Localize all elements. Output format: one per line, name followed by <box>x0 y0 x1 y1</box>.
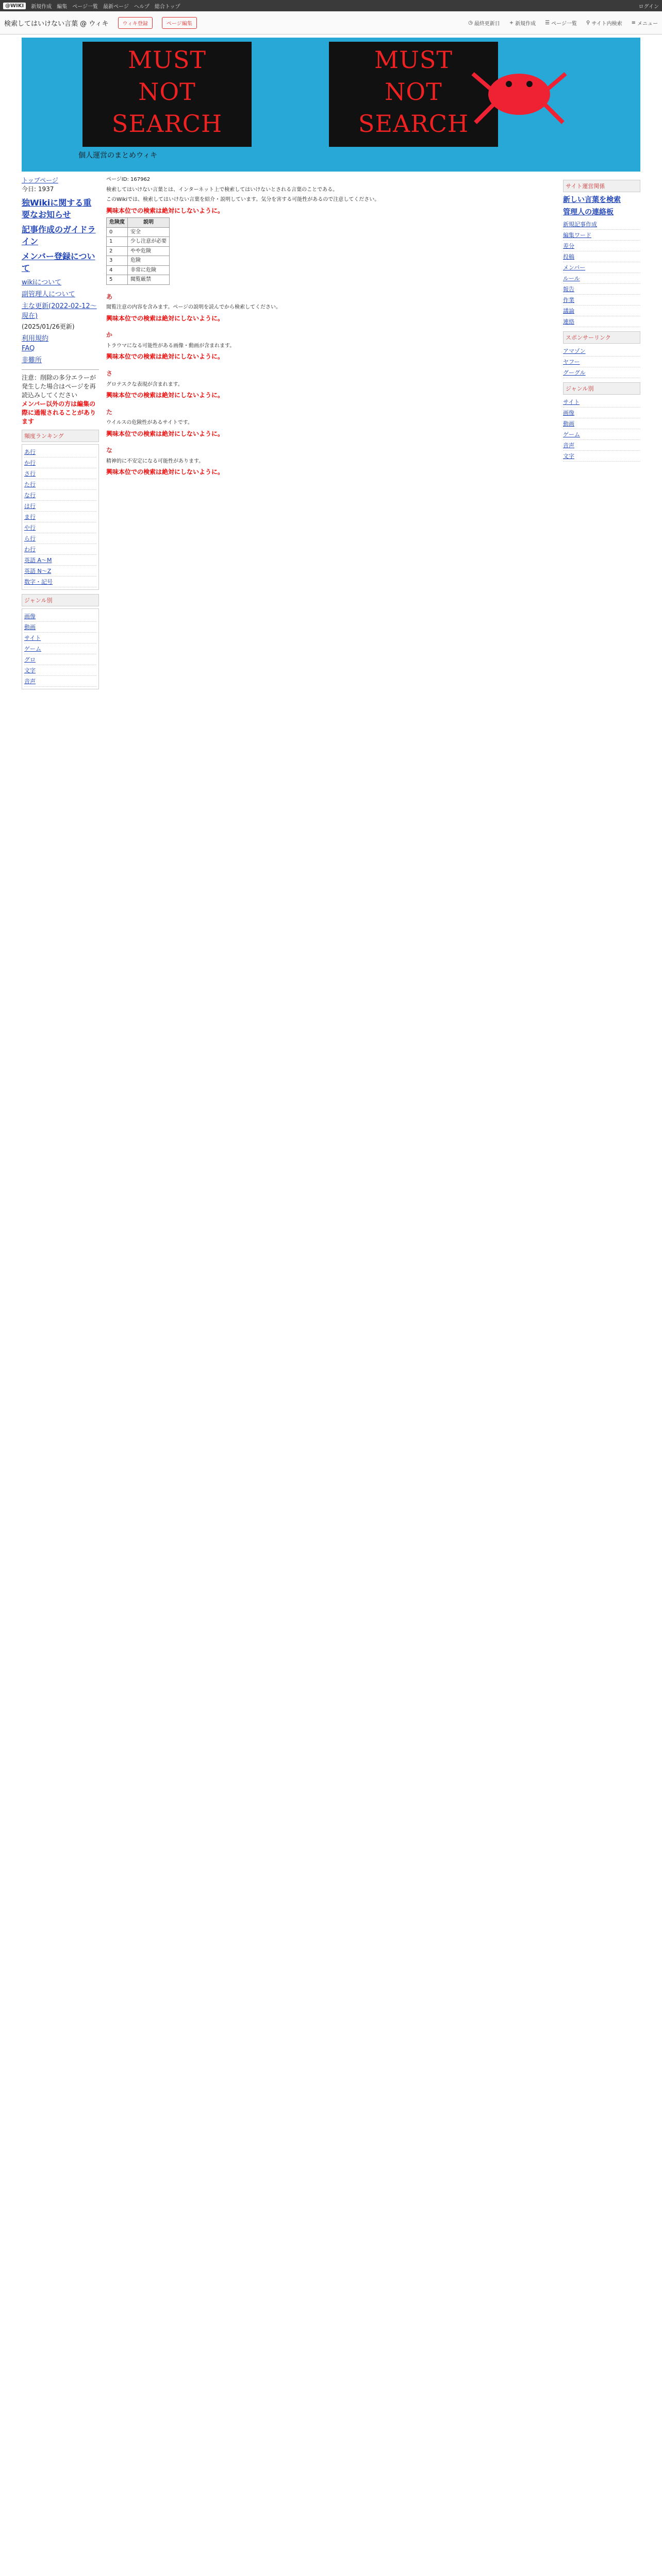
entry-warning: 興味本位での検索は絶対にしないように。 <box>106 353 224 361</box>
genre-heading: ジャンル別 <box>563 382 640 395</box>
sidebar-sub-admin[interactable]: 副管理人について <box>22 291 75 298</box>
topbar-link-edit[interactable]: 編集 <box>57 4 68 10</box>
banner-right-logo: MUST NOT SEARCH <box>329 42 498 147</box>
category-item[interactable]: 画像 <box>24 611 96 622</box>
banner-left-logo: MUST NOT SEARCH <box>82 42 252 147</box>
entry-text: ウイルスの危険性があるサイトです。 <box>106 420 193 426</box>
right-link[interactable]: 報告 <box>563 284 640 295</box>
ranking-item[interactable]: わ行 <box>24 544 96 555</box>
search-icon: ⚲ <box>586 20 590 26</box>
sponsored-heading: スポンサーリンク <box>563 331 640 344</box>
genre-link[interactable]: 文字 <box>563 451 640 462</box>
ranking-item[interactable]: は行 <box>24 501 96 512</box>
pv-counter: 今日: 1937 <box>22 185 54 193</box>
ranking-item[interactable]: ら行 <box>24 533 96 544</box>
intro-paragraph-2: このWikiでは、検索してはいけない言葉を紹介・説明しています。気分を害する可能性があるので注意してください。 <box>106 197 380 202</box>
genre-link[interactable]: 画像 <box>563 408 640 418</box>
sidebar-shelter[interactable]: 非難所 <box>22 357 42 364</box>
sidebar-member-registration[interactable]: メンバー登録について <box>22 251 95 273</box>
right-admin-heading: サイト運営関係 <box>563 180 640 192</box>
entry-section <box>106 292 556 324</box>
page-id: ページID: 167962 <box>106 177 151 182</box>
ranking-item[interactable]: た行 <box>24 479 96 490</box>
table-row: 5 閲覧厳禁 <box>107 275 170 285</box>
page-body <box>22 172 640 689</box>
sidebar-warning: メンバー以外の方は編集の際に通報されることがあります <box>22 400 96 425</box>
crab-mascot-icon <box>470 53 568 130</box>
menu-icon: ≡ <box>631 20 636 26</box>
left-sidebar <box>22 176 99 689</box>
table-row: 4 非常に危険 <box>107 265 170 275</box>
ranking-item[interactable]: や行 <box>24 522 96 533</box>
clock-icon: ◷ <box>468 20 473 26</box>
ranking-item[interactable]: さ行 <box>24 468 96 479</box>
topbar-link-pagelist[interactable]: ページ一覧 <box>72 4 98 10</box>
category-item[interactable]: ゲーム <box>24 643 96 654</box>
entry-text: 精神的に不安定になる可能性があります。 <box>106 458 204 464</box>
right-link[interactable]: 新規記事作成 <box>563 219 640 230</box>
entry-warning: 興味本位での検索は絶対にしないように。 <box>106 314 224 322</box>
new-word-search-link[interactable]: 新しい言葉を検索 <box>563 196 621 204</box>
top-navigation-bar <box>0 0 662 11</box>
genre-link[interactable]: 音声 <box>563 440 640 451</box>
sidebar-updates[interactable]: 主な更新(2022-02-12～現在) <box>22 302 97 320</box>
table-header: 危険度 <box>107 218 128 228</box>
ranking-item[interactable]: 英語 A～M <box>24 555 96 566</box>
right-link[interactable]: ルール <box>563 273 640 284</box>
topbar-link-recent[interactable]: 最新ページ <box>103 4 129 10</box>
action-new[interactable]: + 新規作成 <box>509 20 536 27</box>
entry-section <box>106 369 556 400</box>
genre-link[interactable]: 動画 <box>563 418 640 429</box>
warning-text: 興味本位での検索は絶対にしないように。 <box>106 207 224 214</box>
intro-paragraph-1: 検索してはいけない言葉とは、インターネット上で検索してはいけないとされる言葉のことである。 <box>106 187 338 193</box>
plus-icon: + <box>509 20 514 26</box>
entry-warning: 興味本位での検索は絶対にしないように。 <box>106 468 224 476</box>
entry-section <box>106 408 556 439</box>
right-link[interactable]: 差分 <box>563 241 640 251</box>
category-item[interactable]: 音声 <box>24 676 96 687</box>
entry-title[interactable]: か <box>106 331 113 339</box>
wiki-title-link[interactable]: 検索してはいけない言葉 @ ウィキ <box>4 20 109 28</box>
right-link[interactable]: メンバー <box>563 262 640 273</box>
banner-caption: 個人運営のまとめウィキ <box>78 151 158 160</box>
ranking-item[interactable]: か行 <box>24 457 96 468</box>
sidebar-update-date: (2025/01/26更新) <box>22 323 75 330</box>
topbar-link-help[interactable]: ヘルプ <box>134 4 150 10</box>
sidebar-notice: 注意：削除の多分エラーが発生した場合はページを再読込みしてください <box>22 369 99 399</box>
right-link[interactable]: 連絡 <box>563 316 640 327</box>
right-sidebar <box>563 176 640 689</box>
sidebar-home-link[interactable]: トップページ <box>22 177 58 184</box>
ranking-item[interactable]: 英語 N～Z <box>24 566 96 577</box>
site-banner[interactable] <box>22 38 640 172</box>
ranking-item[interactable]: な行 <box>24 490 96 501</box>
table-row: 0 安全 <box>107 227 170 237</box>
entry-title[interactable]: さ <box>106 369 113 377</box>
ranking-item[interactable]: ま行 <box>24 512 96 522</box>
entry-text: トラウマになる可能性がある画像・動画が含まれます。 <box>106 343 235 349</box>
list-icon: ☰ <box>545 20 550 26</box>
genre-link[interactable]: サイト <box>563 397 640 408</box>
topbar-link-top[interactable]: 総合トップ <box>154 4 180 10</box>
register-wiki-button[interactable]: ウィキ登録 <box>118 17 153 29</box>
sidebar-faq[interactable]: FAQ <box>22 345 35 352</box>
ranking-item[interactable]: あ行 <box>24 447 96 457</box>
sponsored-link[interactable]: ヤフー <box>563 357 640 367</box>
atwiki-logo[interactable]: @WIKI <box>3 3 26 9</box>
action-search[interactable]: ⚲ サイト内検索 <box>586 20 622 27</box>
ranking-heading: 頻度ランキング <box>22 430 99 442</box>
action-menu[interactable]: ≡ メニュー <box>631 20 658 27</box>
entry-text: 閲覧注意の内容を含みます。ページの説明を読んでから検索してください。 <box>106 304 281 311</box>
sidebar-guideline[interactable]: 記事作成のガイドライン <box>22 225 96 246</box>
genre-link[interactable]: ゲーム <box>563 429 640 440</box>
sidebar-important-notice[interactable]: 独Wikiに関する重要なお知らせ <box>22 198 92 219</box>
right-link[interactable]: 投稿 <box>563 251 640 262</box>
right-link[interactable]: 作業 <box>563 295 640 306</box>
ranking-item[interactable]: 数字・記号 <box>24 577 96 587</box>
ranking-list <box>22 444 99 590</box>
entry-title[interactable]: あ <box>106 293 113 300</box>
sponsored-link[interactable]: アマゾン <box>563 346 640 357</box>
danger-level-table <box>106 217 170 285</box>
table-row: 1 少し注意が必要 <box>107 237 170 247</box>
table-row: 2 やや危険 <box>107 246 170 256</box>
category-heading: ジャンル別 <box>22 594 99 606</box>
entry-section <box>106 446 556 477</box>
edit-page-button[interactable]: ページ編集 <box>162 17 197 29</box>
action-recent[interactable]: ◷ 最終更新日 <box>468 20 500 27</box>
category-item[interactable]: グロ <box>24 654 96 665</box>
entry-warning: 興味本位での検索は絶対にしないように。 <box>106 430 224 437</box>
category-item[interactable]: 動画 <box>24 622 96 633</box>
entry-title[interactable]: た <box>106 408 113 416</box>
topbar-login[interactable]: ログイン <box>638 4 659 10</box>
admin-board-link[interactable]: 管理人の連絡板 <box>563 208 614 216</box>
category-item[interactable]: サイト <box>24 633 96 643</box>
right-link[interactable]: 議論 <box>563 306 640 316</box>
category-item[interactable]: 文字 <box>24 665 96 676</box>
action-pagelist[interactable]: ☰ ページ一覧 <box>545 20 577 27</box>
main-content <box>106 176 556 689</box>
entry-text: グロテスクな表現が含まれます。 <box>106 381 183 387</box>
table-row: 3 危険 <box>107 256 170 266</box>
topbar-link-new[interactable]: 新規作成 <box>31 4 52 10</box>
sidebar-about-wiki[interactable]: wikiについて <box>22 279 62 286</box>
table-header: 説明 <box>128 218 170 228</box>
entry-warning: 興味本位での検索は絶対にしないように。 <box>106 392 224 399</box>
right-link[interactable]: 編集ワード <box>563 230 640 241</box>
sponsored-link[interactable]: グーグル <box>563 367 640 378</box>
wiki-toolbar <box>0 11 662 35</box>
category-list <box>22 608 99 689</box>
sidebar-terms[interactable]: 利用規約 <box>22 335 49 343</box>
entry-section <box>106 330 556 362</box>
entry-title[interactable]: な <box>106 447 113 454</box>
